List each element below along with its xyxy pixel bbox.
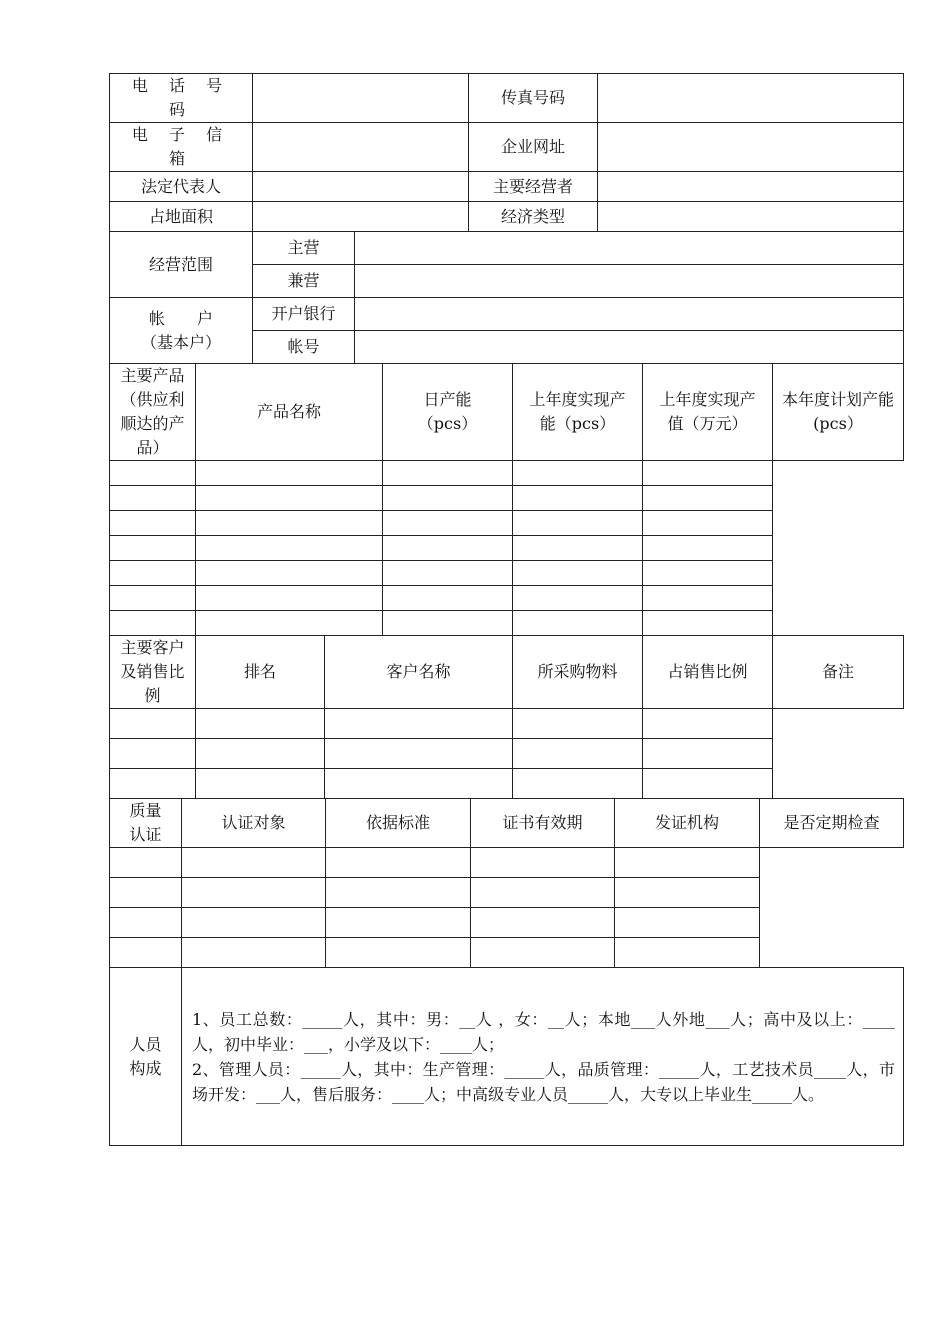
account-label-line1: 帐 户 [148,308,213,328]
customers-cell[interactable] [643,739,773,769]
products-row [110,511,904,536]
products-cell[interactable] [110,561,196,586]
products-cell[interactable] [196,611,383,636]
area-label: 占地面积 [110,202,253,232]
customers-cell[interactable] [325,769,513,799]
basic-info-table [109,73,904,232]
products-cell[interactable] [196,461,383,486]
quality-cell[interactable] [615,848,760,878]
staff-label: 人员构成 [110,968,182,1146]
products-cell[interactable] [383,511,513,536]
quality-cell[interactable] [182,908,326,938]
quality-cell[interactable] [110,848,182,878]
scope-side-label: 兼营 [253,265,355,298]
products-header-name: 产品名称 [196,364,383,461]
phone-field[interactable] [253,74,469,123]
quality-cell[interactable] [182,878,326,908]
account-number-field[interactable] [355,331,904,364]
products-row [110,461,904,486]
products-row [110,561,904,586]
staff-composition-text[interactable] [182,968,904,1146]
customers-cell[interactable] [513,709,643,739]
customers-cell[interactable] [110,709,196,739]
products-header-last-value: 上年度实现产值（万元） [643,364,773,461]
account-label [110,298,253,364]
products-row [110,611,904,636]
products-cell[interactable] [196,486,383,511]
quality-cell[interactable] [110,878,182,908]
products-row [110,536,904,561]
customers-cell[interactable] [196,769,325,799]
quality-cell[interactable] [182,848,326,878]
products-cell[interactable] [643,561,773,586]
legal-rep-field[interactable] [253,172,469,202]
quality-cell[interactable] [615,878,760,908]
quality-header-standard: 依据标准 [326,799,471,848]
legal-rep-label: 法定代表人 [110,172,253,202]
products-cell[interactable] [110,586,196,611]
operator-label: 主要经营者 [469,172,598,202]
customers-cell[interactable] [110,739,196,769]
quality-row [110,938,904,968]
customers-header-name: 客户名称 [325,636,513,709]
quality-header-issuer: 发证机构 [615,799,760,848]
bank-field[interactable] [355,298,904,331]
products-cell[interactable] [513,486,643,511]
products-cell[interactable] [383,561,513,586]
products-cell[interactable] [110,511,196,536]
quality-cell[interactable] [326,908,471,938]
quality-row [110,848,904,878]
scope-label: 经营范围 [110,232,253,298]
products-cell[interactable] [643,486,773,511]
products-cell[interactable] [196,561,383,586]
account-label-line2: （基本户） [140,332,221,352]
quality-cell[interactable] [110,938,182,968]
products-cell[interactable] [643,611,773,636]
scope-account-table [109,231,904,364]
products-cell[interactable] [383,611,513,636]
staff-table [109,967,904,1146]
quality-cell[interactable] [471,908,615,938]
products-cell[interactable] [513,586,643,611]
customers-cell[interactable] [196,709,325,739]
quality-cell[interactable] [110,908,182,938]
customers-cell[interactable] [110,769,196,799]
customers-header-ratio: 占销售比例 [643,636,773,709]
customers-header-rank: 排名 [196,636,325,709]
products-cell[interactable] [513,561,643,586]
quality-cell[interactable] [471,938,615,968]
quality-header-validity: 证书有效期 [471,799,615,848]
quality-header-inspection: 是否定期检查 [760,799,904,848]
products-cell[interactable] [196,586,383,611]
customers-cell[interactable] [513,739,643,769]
website-label: 企业网址 [469,123,598,172]
quality-row [110,908,904,938]
email-label: 电 子 信 箱 [110,123,253,172]
staff-line-1: 1、员工总数：_____人，其中：男：__人 ，女：__人；本地___人外地___人；高中及以上：____人，初中毕业：___，小学及以下：____人； [192,1009,895,1054]
products-cell[interactable] [110,461,196,486]
quality-label: 质量认证 [110,799,182,848]
products-cell[interactable] [513,611,643,636]
products-cell[interactable] [643,511,773,536]
econ-type-label: 经济类型 [469,202,598,232]
bank-label: 开户银行 [253,298,355,331]
products-cell[interactable] [383,536,513,561]
quality-header-object: 认证对象 [182,799,326,848]
quality-cell[interactable] [182,938,326,968]
products-table [109,363,904,636]
customers-table [109,635,904,799]
customers-header-material: 所采购物料 [513,636,643,709]
quality-cell[interactable] [615,908,760,938]
products-cell[interactable] [196,536,383,561]
operator-field[interactable] [598,172,904,202]
products-cell[interactable] [513,536,643,561]
customers-cell[interactable] [196,739,325,769]
customers-label: 主要客户及销售比例 [110,636,196,709]
account-number-label: 帐号 [253,331,355,364]
customers-cell[interactable] [513,769,643,799]
quality-cell[interactable] [471,848,615,878]
products-header-plan: 本年度计划产能(pcs） [773,364,904,461]
products-cell[interactable] [383,486,513,511]
customers-row [110,769,904,799]
products-cell[interactable] [643,536,773,561]
products-cell[interactable] [110,611,196,636]
fax-label: 传真号码 [469,74,598,123]
products-header-daily: 日产能（pcs） [383,364,513,461]
customers-cell[interactable] [325,709,513,739]
products-cell[interactable] [196,511,383,536]
products-cell[interactable] [643,586,773,611]
products-header-last-capacity: 上年度实现产能（pcs） [513,364,643,461]
products-row [110,586,904,611]
enterprise-info-form [109,73,903,1146]
customers-row [110,739,904,769]
scope-main-field[interactable] [355,232,904,265]
quality-table [109,798,904,968]
email-field[interactable] [253,123,469,172]
products-label: 主要产品（供应利顺达的产品） [110,364,196,461]
quality-cell[interactable] [326,878,471,908]
customers-cell[interactable] [643,769,773,799]
quality-cell[interactable] [326,848,471,878]
econ-type-field[interactable] [598,202,904,232]
quality-cell[interactable] [615,938,760,968]
phone-label: 电 话 号 码 [110,74,253,123]
products-cell[interactable] [513,461,643,486]
customers-cell[interactable] [325,739,513,769]
products-cell[interactable] [110,536,196,561]
products-cell[interactable] [110,486,196,511]
fax-field[interactable] [598,74,904,123]
quality-row [110,878,904,908]
products-cell[interactable] [383,461,513,486]
quality-cell[interactable] [471,878,615,908]
products-cell[interactable] [383,586,513,611]
products-cell[interactable] [513,511,643,536]
area-field[interactable] [253,202,469,232]
products-row [110,486,904,511]
customers-cell[interactable] [643,709,773,739]
website-field[interactable] [598,123,904,172]
staff-line-2: 2、管理人员：_____人，其中：生产管理：_____人，品质管理：_____人，工艺技术员____人，市场开发：___人，售后服务：____人；中高级专业人员_____人，大专以上毕业生_____人。 [192,1059,895,1104]
customers-header-note: 备注 [773,636,904,709]
customers-row [110,709,904,739]
scope-main-label: 主营 [253,232,355,265]
scope-side-field[interactable] [355,265,904,298]
quality-cell[interactable] [326,938,471,968]
products-cell[interactable] [643,461,773,486]
